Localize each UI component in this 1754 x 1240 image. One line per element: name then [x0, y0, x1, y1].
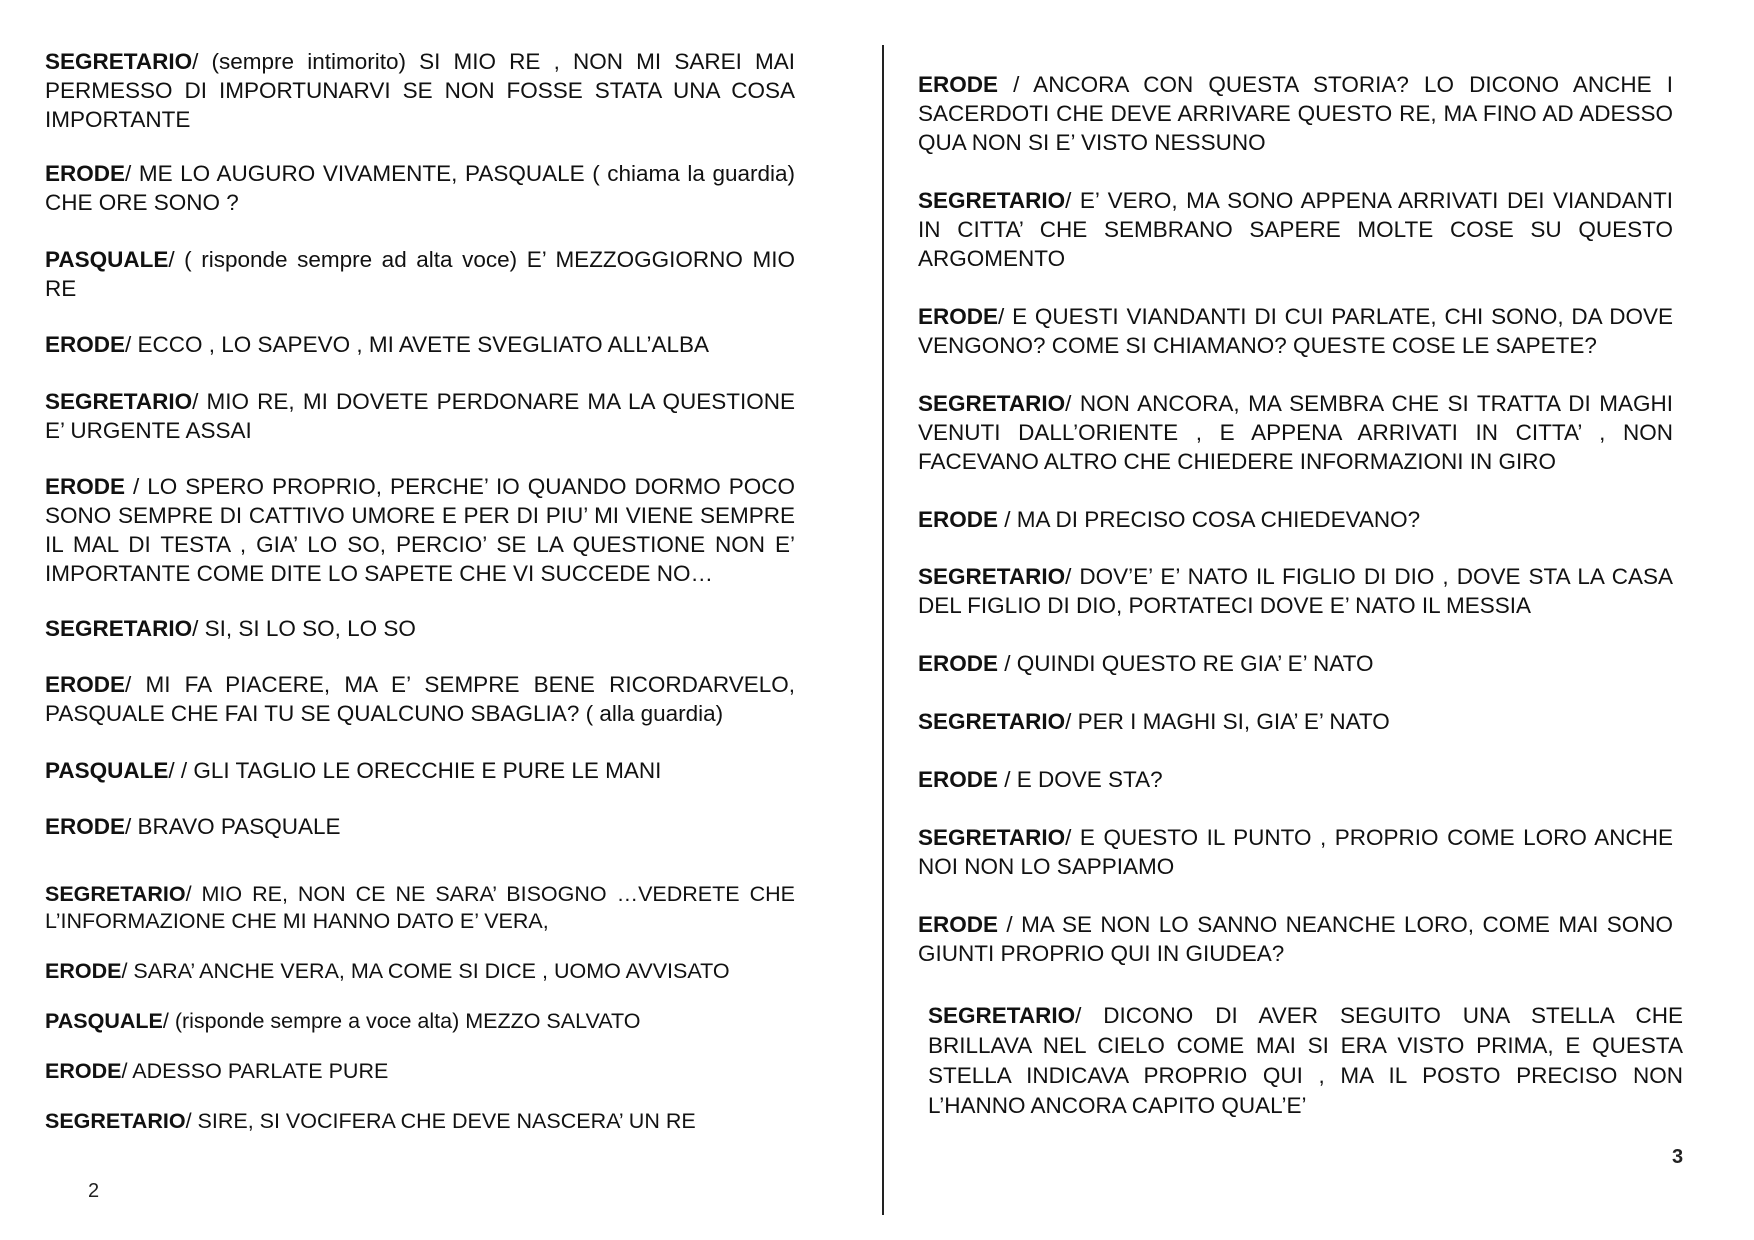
dialogue-block [918, 302, 1673, 360]
dialogue-block [45, 812, 795, 841]
speaker-name: ERODE [45, 959, 122, 983]
speaker-name: ERODE [45, 474, 126, 499]
dialogue-text: / ECCO , LO SAPEVO , MI AVETE SVEGLIATO ALL’ALBA [125, 332, 709, 357]
dialogue-block [45, 756, 795, 785]
dialogue-text: / E QUESTI VIANDANTI DI CUI PARLATE, CHI SONO, DA DOVE VENGONO? COME SI CHIAMANO? QUESTE COSE LE SAPETE? [918, 304, 1673, 358]
dialogue-text: / DICONO DI AVER SEGUITO UNA STELLA CHE BRILLAVA NEL CIELO COME MAI SI ERA VISTO PRIMA, E QUESTA STELLA INDICAVA PROPRIO QUI , MA IL POSTO PRECISO NON L’HANNO ANCORA CAPITO QUAL’E’ [928, 1003, 1683, 1118]
dialogue-block [45, 245, 795, 303]
dialogue-block [45, 1108, 795, 1135]
dialogue-block [918, 186, 1673, 273]
dialogue-text: / QUINDI QUESTO RE GIA’ E’ NATO [998, 651, 1374, 676]
dialogue-block [918, 505, 1673, 534]
dialogue-text: / MA DI PRECISO COSA CHIEDEVANO? [998, 507, 1421, 532]
speaker-name: PASQUALE [45, 1009, 163, 1033]
dialogue-block [918, 70, 1673, 157]
dialogue-text: / LO SPERO PROPRIO, PERCHE’ IO QUANDO DORMO POCO SONO SEMPRE DI CATTIVO UMORE E PER DI PIU’ MI VIENE SEMPRE IL MAL DI TESTA , GIA’ LO SO, PERCIO’ SE LA QUESTIONE NON E’ IMPORTANTE COME DITE LO SAPETE CHE VI SUCCEDE NO… [45, 474, 795, 586]
dialogue-block [45, 614, 795, 643]
speaker-name: SEGRETARIO [918, 391, 1066, 416]
speaker-name: ERODE [45, 814, 126, 839]
dialogue-text: / ADESSO PARLATE PURE [121, 1059, 389, 1083]
dialogue-text: / SARA’ ANCHE VERA, MA COME SI DICE , UOMO AVVISATO [121, 959, 730, 983]
speaker-name: SEGRETARIO [45, 882, 186, 906]
speaker-name: ERODE [918, 304, 999, 329]
dialogue-block [45, 330, 795, 359]
speaker-name: SEGRETARIO [928, 1003, 1076, 1028]
dialogue-block [45, 472, 795, 588]
dialogue-text: / ANCORA CON QUESTA STORIA? LO DICONO ANCHE I SACERDOTI CHE DEVE ARRIVARE QUESTO RE, MA FINO AD ADESSO QUA NON SI E’ VISTO NESSUNO [918, 72, 1673, 155]
dialogue-block [45, 387, 795, 445]
dialogue-block [918, 649, 1673, 678]
speaker-name: ERODE [918, 912, 999, 937]
dialogue-text: / E’ VERO, MA SONO APPENA ARRIVATI DEI VIANDANTI IN CITTA’ CHE SEMBRANO SAPERE MOLTE COSE SU QUESTO ARGOMENTO [918, 188, 1673, 271]
dialogue-text: / DOV’E’ E’ NATO IL FIGLIO DI DIO , DOVE STA LA CASA DEL FIGLIO DI DIO, PORTATECI DOVE E’ NATO IL MESSIA [918, 564, 1673, 618]
dialogue-block [918, 562, 1673, 620]
dialogue-text: / PER I MAGHI SI, GIA’ E’ NATO [1065, 709, 1390, 734]
page-divider [882, 45, 884, 1215]
dialogue-text: / SI, SI LO SO, LO SO [192, 616, 416, 641]
left-page [45, 0, 795, 1240]
dialogue-block [928, 1001, 1683, 1121]
speaker-name: SEGRETARIO [45, 1109, 186, 1133]
dialogue-text: / SIRE, SI VOCIFERA CHE DEVE NASCERA’ UN RE [185, 1109, 696, 1133]
speaker-name: SEGRETARIO [918, 709, 1066, 734]
dialogue-text: / NON ANCORA, MA SEMBRA CHE SI TRATTA DI MAGHI VENUTI DALL’ORIENTE , E APPENA ARRIVATI IN CITTA’ , NON FACEVANO ALTRO CHE CHIEDERE INFORMAZIONI IN GIRO [918, 391, 1673, 474]
page-number: 2 [88, 1180, 100, 1202]
speaker-name: SEGRETARIO [918, 564, 1066, 589]
speaker-name: SEGRETARIO [918, 188, 1066, 213]
speaker-name: PASQUALE [45, 758, 169, 783]
dialogue-text: / MA SE NON LO SANNO NEANCHE LORO, COME MAI SONO GIUNTI PROPRIO QUI IN GIUDEA? [918, 912, 1673, 966]
dialogue-block [45, 881, 795, 935]
dialogue-text: / ( risponde sempre ad alta voce) E’ MEZZOGGIORNO MIO RE [45, 247, 795, 301]
dialogue-block [918, 765, 1673, 794]
dialogue-text: / E DOVE STA? [998, 767, 1163, 792]
speaker-name: SEGRETARIO [918, 825, 1066, 850]
speaker-name: ERODE [918, 72, 999, 97]
dialogue-text: / (risponde sempre a voce alta) MEZZO SALVATO [162, 1009, 641, 1033]
speaker-name: ERODE [45, 161, 126, 186]
dialogue-text: / E QUESTO IL PUNTO , PROPRIO COME LORO ANCHE NOI NON LO SAPPIAMO [918, 825, 1673, 879]
dialogue-text: / ME LO AUGURO VIVAMENTE, PASQUALE ( chiama la guardia) CHE ORE SONO ? [45, 161, 795, 215]
speaker-name: PASQUALE [45, 247, 169, 272]
speaker-name: ERODE [45, 672, 126, 697]
dialogue-block [918, 707, 1673, 736]
dialogue-block [45, 1058, 795, 1085]
speaker-name: ERODE [918, 767, 999, 792]
speaker-name: ERODE [918, 651, 999, 676]
page-number: 3 [1672, 1146, 1684, 1168]
dialogue-block [45, 159, 795, 217]
dialogue-block [918, 910, 1673, 968]
speaker-name: ERODE [918, 507, 999, 532]
speaker-name: SEGRETARIO [45, 389, 193, 414]
dialogue-block [45, 47, 795, 134]
speaker-name: SEGRETARIO [45, 49, 193, 74]
dialogue-text: / / GLI TAGLIO LE ORECCHIE E PURE LE MANI [168, 758, 662, 783]
dialogue-text: / BRAVO PASQUALE [125, 814, 341, 839]
dialogue-text: / (sempre intimorito) SI MIO RE , NON MI SAREI MAI PERMESSO DI IMPORTUNARVI SE NON FOSSE STATA UNA COSA IMPORTANTE [45, 49, 795, 132]
dialogue-block [918, 389, 1673, 476]
dialogue-block [45, 1008, 795, 1035]
dialogue-block [45, 958, 795, 985]
right-page [918, 0, 1683, 1240]
speaker-name: ERODE [45, 1059, 122, 1083]
dialogue-text: / MIO RE, NON CE NE SARA’ BISOGNO …VEDRETE CHE L’INFORMAZIONE CHE MI HANNO DATO E’ VERA, [45, 882, 795, 933]
speaker-name: ERODE [45, 332, 126, 357]
dialogue-block [45, 670, 795, 728]
dialogue-text: / MI FA PIACERE, MA E’ SEMPRE BENE RICORDARVELO, PASQUALE CHE FAI TU SE QUALCUNO SBAGLIA? ( alla guardia) [45, 672, 795, 726]
dialogue-text: / MIO RE, MI DOVETE PERDONARE MA LA QUESTIONE E’ URGENTE ASSAI [45, 389, 795, 443]
speaker-name: SEGRETARIO [45, 616, 193, 641]
dialogue-block [918, 823, 1673, 881]
